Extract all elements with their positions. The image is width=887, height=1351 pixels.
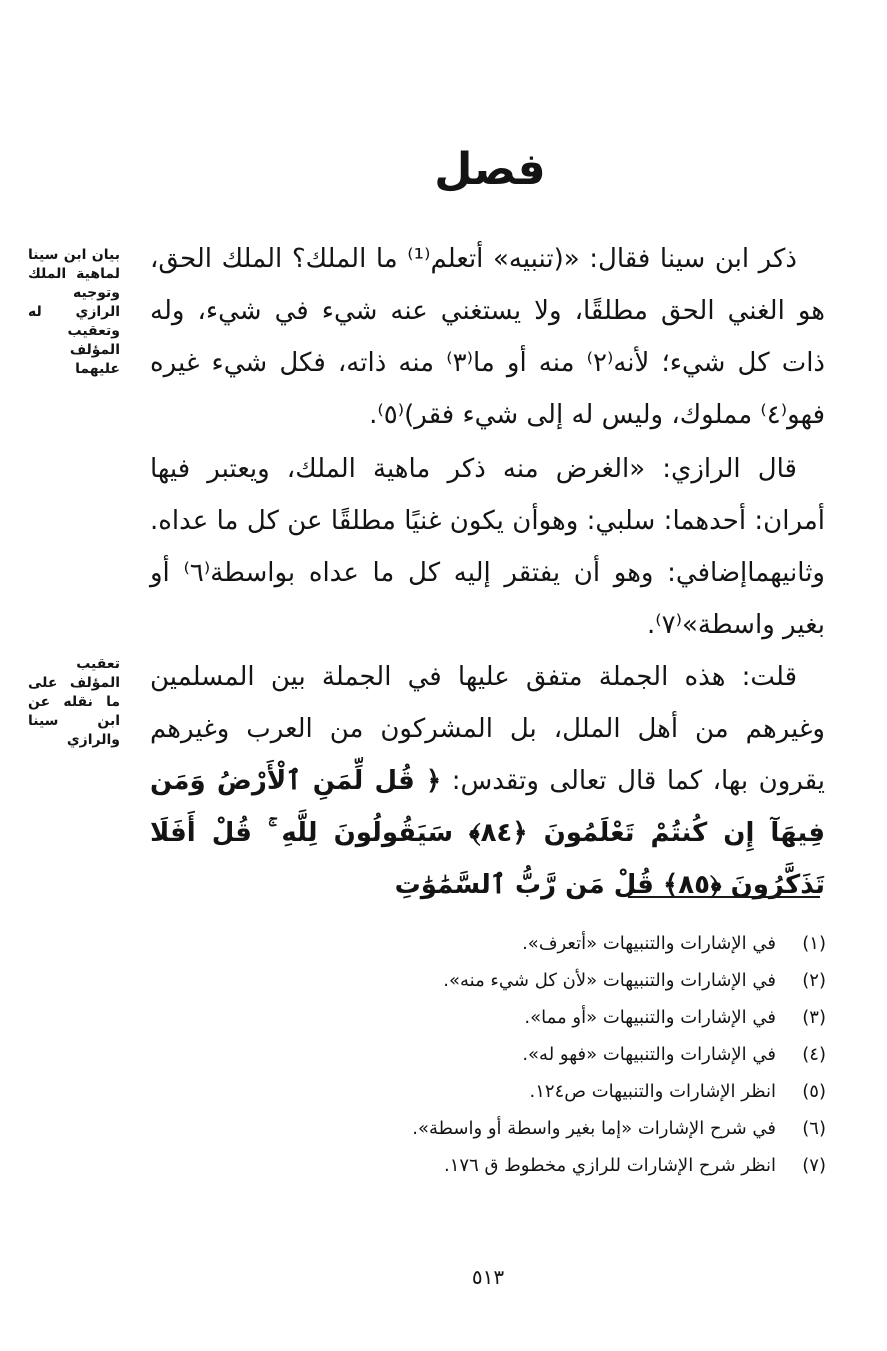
quran-verse: ﴿ قُل لِّمَنِ ٱلْأَرْضُ وَمَن فِيهَآ إِن كُنتُمْ تَعْلَمُونَ ﴿٨٤﴾ سَيَقُولُونَ لِلَّهِ ۚ قُلْ أَفَلَا تَذَكَّرُونَ ﴿٨٥﴾ قُلْ مَن رَّبُّ ٱلسَّمَٰوَٰتِ	[150, 766, 825, 900]
footnote	[150, 1110, 826, 1147]
footnote-number: (٣)	[802, 1007, 826, 1028]
footnote-text: في الإشارات والتنبيهات «لأن كل شيء منه».	[443, 970, 776, 991]
body-paragraph	[150, 233, 825, 441]
footnote-text: انظر الإشارات والتنبيهات ص١٢٤.	[529, 1081, 776, 1102]
footnote-number: (٥)	[802, 1081, 826, 1102]
footnote-divider	[628, 896, 820, 898]
body-paragraph	[150, 651, 825, 911]
footnote-text: في شرح الإشارات «إما بغير واسطة أو واسطة».	[412, 1118, 776, 1139]
footnote	[150, 1147, 826, 1184]
section-title: فصل	[434, 144, 546, 195]
page-number: ٥١٣	[471, 1265, 505, 1289]
footnote-number: (٢)	[802, 970, 826, 991]
footnote-number: (٦)	[802, 1118, 826, 1139]
footnote	[150, 925, 826, 962]
footnote	[150, 962, 826, 999]
footnote-text: انظر شرح الإشارات للرازي مخطوط ق ١٧٦.	[444, 1155, 776, 1176]
paragraph-text: قلت: هذه الجملة متفق عليها في الجملة بين المسلمين وغيرهم من أهل الملل، بل المشركون من العرب وغيرهم يقرون بها، كما قال تعالى وتقدس:	[150, 662, 826, 796]
footnote-number: (٤)	[802, 1044, 826, 1065]
footnote-text: في الإشارات والتنبيهات «فهو له».	[522, 1044, 776, 1065]
footnote-number: (٧)	[802, 1155, 826, 1176]
footnote	[150, 1073, 826, 1110]
footnote	[150, 1036, 826, 1073]
margin-note: تعقيب المؤلف على ما نقله عن ابن سينا والرازي	[28, 656, 120, 748]
body-paragraph	[150, 443, 825, 651]
paragraph-text: قال الرازي: «الغرض منه ذكر ماهية الملك، ويعتبر فيها أمران: أحدهما: سلبي: وهوأن يكون غنيًا مطلقًا عن كل ما عداه. وثانيهماإضافي: وهو أن يفتقر إليه كل ما عداه بواسطة⁽٦⁾ أو بغير واسطة»⁽٧⁾.	[150, 454, 825, 640]
footnote	[150, 999, 826, 1036]
margin-note: بيان ابن سينا لماهية الملك وتوجيه الرازي له وتعقيب المؤلف عليهما	[28, 247, 120, 377]
footnote-number: (١)	[802, 933, 826, 954]
footnote-text: في الإشارات والتنبيهات «أو مما».	[524, 1007, 776, 1028]
paragraph-text: ذكر ابن سينا فقال: «(تنبيه» أتعلم⁽¹⁾ ما الملك؟ الملك الحق، هو الغني الحق مطلقًا، ولا يستغني عنه شيء في شيء، وله ذات كل شيء؛ لأنه⁽٢⁾ منه أو ما⁽٣⁾ منه ذاته، فكل شيء غيره فهو⁽٤⁾ مملوك، وليس له إلى شيء فقر)⁽٥⁾.	[150, 244, 826, 430]
footnote-text: في الإشارات والتنبيهات «أتعرف».	[522, 933, 776, 954]
footnotes-list	[150, 925, 826, 1184]
